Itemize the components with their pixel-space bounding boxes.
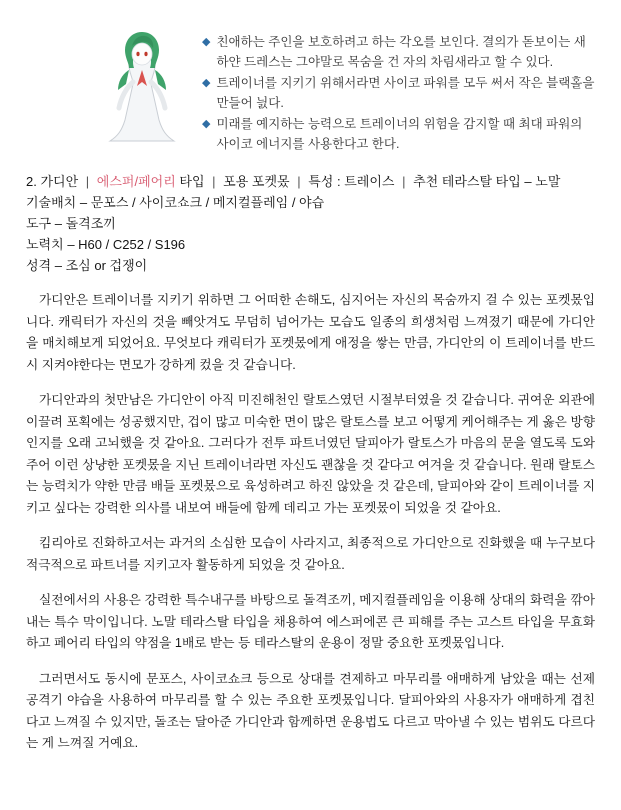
spec-line-identity xyxy=(26,171,595,192)
spec-nature-label: 성격 xyxy=(26,258,52,273)
dash: – xyxy=(79,195,88,210)
spec-ability-label: 특성 xyxy=(308,174,334,189)
quote-text: 트레이너를 지키기 위해서라면 사이코 파워를 모두 써서 작은 블랙홀을 만들어 늸다. xyxy=(216,76,595,110)
body-text xyxy=(26,290,595,755)
spec-tera-value: 노말 xyxy=(535,174,561,189)
pokemon-spec-block xyxy=(26,171,595,276)
spec-type: 에스퍼/페어리 xyxy=(96,174,176,189)
spec-type-suffix: 타입 xyxy=(179,174,205,189)
paragraph: 가디안과의 첫만남은 가디안이 아직 미진해천인 랄토스였던 시절부터였을 것 같습니다. 귀여운 외관에 이끌려 포획에는 성공했지만, 겁이 많고 미숙한 면이 많은 랄토스를 보고 어떻게 케어해주는 게 옳은 방향인지를 오래 고뇌했을 것 같아요. 그러다가 전투 파트너였던 달피아가 랄토스가 마음의 문을 열도록 도와주어 이런 상냥한 포켓몼을 지닌 트레이너라면 자신도 괜찮을 것 같다고 여겨을 것 같습니다. 원래 랄토스는 능력치가 약한 만큼 배들 포켓몼으로 육성하려고 하진 않았을 것 같은데, 달피아와 같이 트레이너를 지키고 싶다는 강력한 의사를 내보여 배들에 함께 데리고 가는 포켓몼이 되었을 것 같아요. xyxy=(26,393,595,515)
header-section xyxy=(26,18,595,155)
dash: – xyxy=(67,237,75,252)
quote-item xyxy=(202,32,595,72)
diamond-bullet-icon: ◆ xyxy=(202,118,211,130)
diamond-bullet-icon: ◆ xyxy=(202,36,211,48)
paragraph: 가디안은 트레이너를 지키기 위하면 그 어떠한 손해도, 심지어는 자신의 목숨까지 걸 수 있는 포켓몼입니다. 캐릭터가 자신의 것을 빼앗겨도 무덤히 넘어가는 모습도 일종의 희생처럼 느껴졌기 때문에 가디안을 매치해보게 되었어요. 무엇보다 캐릭터가 포켓몼에게 애정을 쌓는 만큼, 가디안의 이 트레이너를 반드시 지켜야한다는 면모가 강하게 컸을 것 같습니다. xyxy=(26,293,595,372)
dash: – xyxy=(54,216,62,231)
spec-usable: 포용 포켓몼 xyxy=(223,174,290,189)
spec-line-item xyxy=(26,213,595,234)
spec-line-ev xyxy=(26,234,595,255)
spec-moves: 문포스 / 사이코쇼크 / 메지컬플레임 / 야습 xyxy=(90,195,325,210)
separator: | xyxy=(297,174,301,189)
separator: | xyxy=(402,174,406,189)
spec-item: 돌격조끼 xyxy=(65,216,116,231)
paragraph: 킴리아로 진화하고서는 과거의 소심한 모습이 사라지고, 최종적으로 가디안으로 진화했을 때 누구보다 적극적으로 파트너를 지키고자 활동하게 되었을 것 같아요. xyxy=(26,536,595,572)
spec-ability: 트레이스 xyxy=(344,174,395,189)
dash: – xyxy=(524,174,532,189)
spec-index: 2. xyxy=(26,174,37,189)
spec-moves-label: 기술배치 xyxy=(26,195,77,210)
quote-text: 미래를 예지하는 능력으로 트레이너의 위험을 감지할 때 최대 파워의 사이코 에너지를 사용한다고 한다. xyxy=(216,117,583,151)
separator: | xyxy=(85,174,90,189)
paragraph: 그러면서도 동시에 문포스, 사이코쇼크 등으로 상대를 견제하고 마무리를 애매하게 남았을 때는 선제공격기 야습을 사용하여 마무리를 할 수 있는 주요한 포켓몼입니다. 달피아와의 사용자가 애매하게 겹친다고 느껴질 수 있지만, 돌조는 달아준 가디안과 함께하면 운용법도 다르고 막아낼 수 있는 범위도 다르다는 게 느껴질 거예요. xyxy=(26,671,595,750)
spec-tera-label: 추천 테라스탈 타입 xyxy=(413,174,521,189)
quote-item xyxy=(202,73,595,113)
spec-ev-label: 노력치 xyxy=(26,237,64,252)
dash: – xyxy=(54,258,62,273)
spec-ev: H60 / C252 / S196 xyxy=(78,237,186,252)
spec-item-label: 도구 xyxy=(26,216,52,231)
gardevoir-artwork xyxy=(88,24,196,144)
spec-line-moves xyxy=(26,192,595,213)
quote-text: 친애하는 주인을 보호하려고 하는 각오를 보인다. 결의가 돋보이는 새하얀 드레스는 그야말로 목숨을 건 자의 차림새라고 할 수 있다. xyxy=(216,35,586,69)
paragraph: 실전에서의 사용은 강력한 특수내구를 바탕으로 돌격조끼, 메지컬플레임을 이용해 상대의 화력을 깎아내는 특수 막이입니다. 노말 테라스탈 타입을 채용하여 에스퍼에콘 큰 피해를 주는 고스트 타입을 무효화하고 페어리 타입의 약점을 1배로 받는 등 테라스탈의 운용이 정말 중요한 포켓몼입니다. xyxy=(26,593,595,650)
spec-name: 가디안 xyxy=(40,174,79,189)
spec-line-nature xyxy=(26,255,595,276)
diamond-bullet-icon: ◆ xyxy=(202,77,211,89)
dash: : xyxy=(336,174,341,189)
spec-nature: 조심 or 겁쟁이 xyxy=(65,258,148,273)
separator: | xyxy=(212,174,216,189)
flavor-quote-block xyxy=(196,18,595,155)
quote-item xyxy=(202,114,595,154)
